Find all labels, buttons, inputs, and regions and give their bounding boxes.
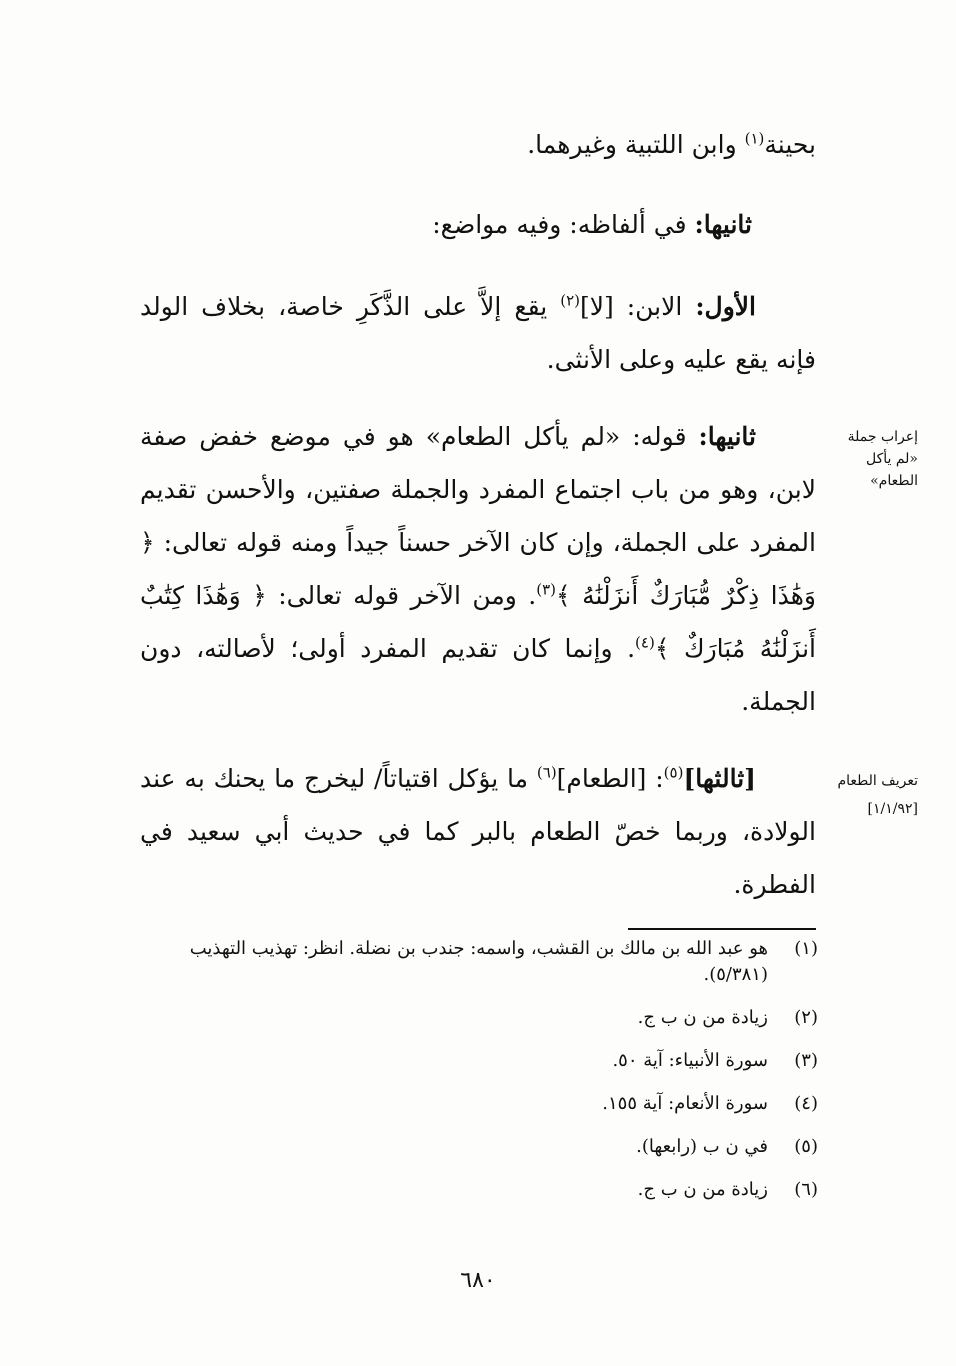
margin-note-text: تعريف الطعام bbox=[837, 773, 918, 789]
margin-note-reference: [١/١/٩٢] bbox=[867, 801, 918, 817]
footnote-text: زيادة من ن ب ج. bbox=[637, 1179, 768, 1200]
paragraph-text: ما يؤكل اقتياتاً/ ليخرج ما يحنك به عند الولادة، وربما خصّ الطعام بالبر كما في حديث أبي سعيد في الفطرة. bbox=[140, 764, 816, 899]
footnote-number: (٦) bbox=[794, 1179, 818, 1200]
footnote bbox=[140, 1134, 818, 1160]
footnote-ref: (٤) bbox=[635, 633, 655, 652]
footnote-text: سورة الأنبياء: آية ٥٠. bbox=[612, 1050, 768, 1071]
footnote-ref: (٥) bbox=[663, 763, 684, 782]
footnote bbox=[140, 1005, 818, 1031]
paragraph-heading: ثانيها: bbox=[698, 422, 756, 451]
footnote-ref: (٢) bbox=[560, 291, 580, 310]
footnotes bbox=[140, 936, 818, 1220]
paragraph-text: وابن اللتبية وغيرهما. bbox=[527, 130, 745, 159]
paragraph-text: قوله: «لم يأكل الطعام» هو في موضع خفض صفة لابن، وهو من باب اجتماع المفرد والجملة صفتين، والأحسن تقديم المفرد على الجملة، وإن كان الآخر حسناً جيداً ومنه قوله تعالى: ﴿ وَهَٰذَا ذِكْرٌ مُّبَارَكٌ أَنزَلْنَٰهُ ﴾ bbox=[140, 422, 816, 610]
footnote-ref: (٦) bbox=[536, 763, 557, 782]
footnote bbox=[140, 1177, 818, 1203]
page-number: ٦٨٠ bbox=[460, 1268, 496, 1293]
margin-note-2 bbox=[826, 770, 918, 820]
footnote-ref: (٣) bbox=[536, 580, 556, 599]
paragraph-text: في ألفاظه: وفيه مواضع: bbox=[432, 210, 695, 239]
paragraph-text: . وإنما كان تقديم المفرد أولى؛ لأصالته، دون الجملة. bbox=[140, 634, 816, 716]
paragraph-text: : [الطعام] bbox=[556, 764, 664, 793]
footnote-text: سورة الأنعام: آية ١٥٥. bbox=[602, 1093, 768, 1114]
paragraph-heading: [ثالثها] bbox=[683, 764, 756, 793]
paragraph-3 bbox=[140, 280, 816, 386]
footnote bbox=[140, 1091, 818, 1117]
footnote-text: زيادة من ن ب ج. bbox=[637, 1007, 768, 1028]
footnote-text: في ن ب (رابعها). bbox=[636, 1136, 768, 1157]
footnote bbox=[140, 1048, 818, 1074]
footnote-number: (٢) bbox=[794, 1007, 818, 1028]
paragraph-2 bbox=[140, 198, 752, 251]
paragraph-heading: الأول: bbox=[695, 292, 756, 321]
footnote-text: هو عبد الله بن مالك بن القشب، واسمه: جندب بن نضلة. انظر: تهذيب التهذيب (٥/٣٨١). bbox=[189, 938, 768, 985]
footnote-separator bbox=[628, 928, 816, 930]
footnote-number: (١) bbox=[794, 938, 818, 959]
footnote-number: (٥) bbox=[794, 1136, 818, 1157]
paragraph-5 bbox=[140, 752, 816, 911]
margin-note-1 bbox=[826, 426, 918, 492]
paragraph-text: بحينة bbox=[764, 130, 816, 159]
paragraph-text: يقع إلاَّ على الذَّكَرِ خاصة، بخلاف الولد فإنه يقع عليه وعلى الأنثى. bbox=[140, 292, 816, 374]
paragraph-text: الابن: [لا] bbox=[580, 292, 696, 321]
footnote-number: (٤) bbox=[794, 1093, 818, 1114]
paragraph-1 bbox=[140, 118, 816, 171]
footnote bbox=[140, 936, 818, 988]
footnote-number: (٣) bbox=[794, 1050, 818, 1071]
footnote-ref: (١) bbox=[744, 129, 765, 148]
paragraph-4 bbox=[140, 410, 816, 728]
paragraph-heading: ثانيها: bbox=[694, 210, 752, 239]
paragraph-text: . ومن الآخر قوله تعالى: ﴿ وَهَٰذَا كِتَٰبٌ أَنزَلْنَٰهُ مُبَارَكٌ ﴾ bbox=[140, 581, 816, 663]
margin-note-text: إعراب جملة «لم يأكل الطعام» bbox=[847, 429, 918, 489]
